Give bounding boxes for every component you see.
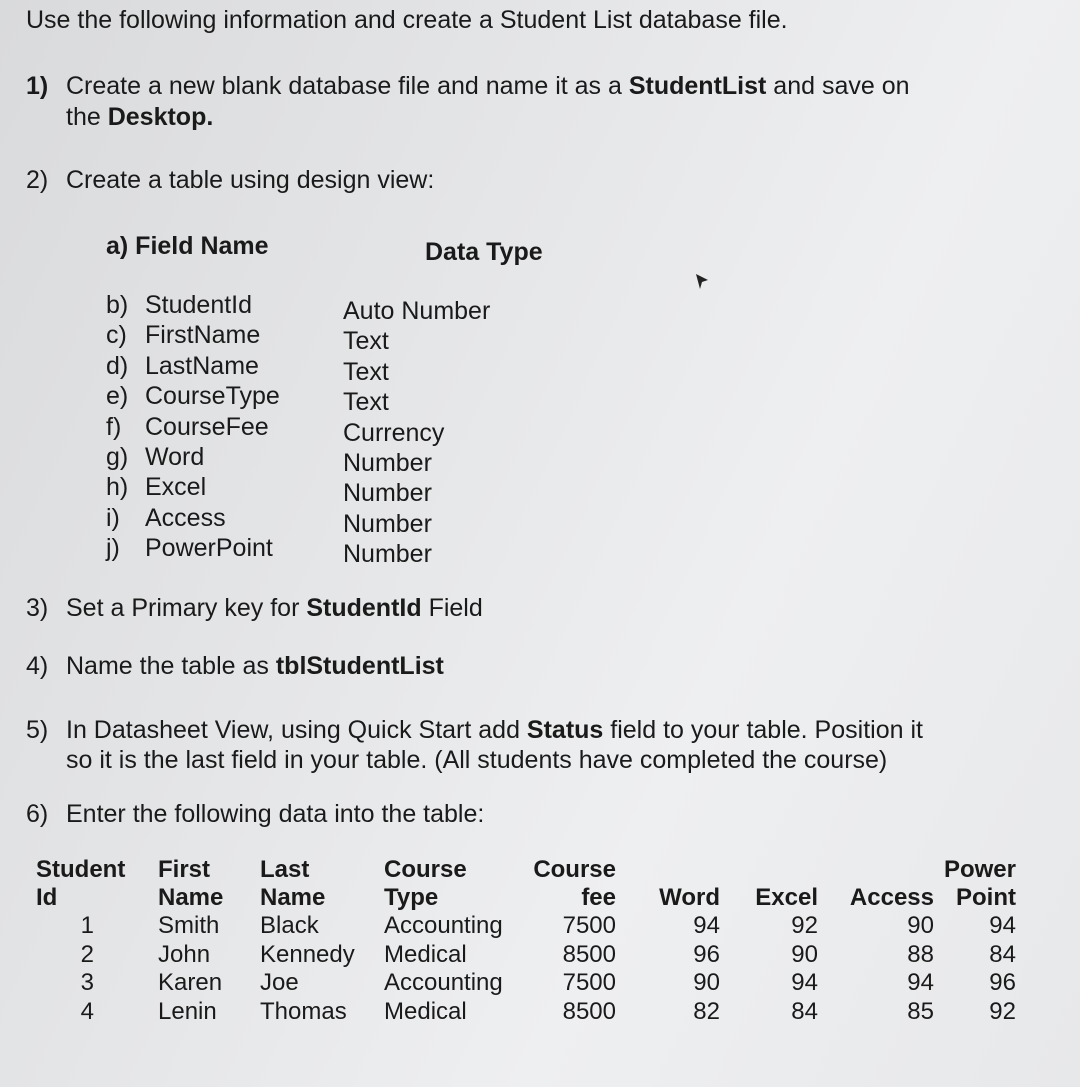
table-cell: 7500: [562, 912, 616, 939]
data-type-item: Text: [343, 357, 389, 386]
column-header: Word: [659, 884, 720, 911]
step-text: field to your table. Position it: [603, 716, 923, 744]
data-type-item: Number: [343, 509, 432, 538]
table-cell: Joe: [260, 969, 299, 996]
column-header: Course Type: [384, 856, 467, 911]
step-text: Enter the following data into the table:: [66, 800, 485, 828]
field-name-header: a) Field Name: [106, 232, 269, 260]
step-number: 2): [26, 166, 49, 194]
intro-text: Use the following information and create a Student List database file.: [26, 6, 788, 34]
table-cell: 96: [989, 969, 1016, 996]
step-2: [26, 166, 434, 195]
step-number: 1): [26, 72, 49, 100]
field-list: [106, 290, 280, 564]
table-cell: 96: [693, 940, 720, 968]
table-cell: 7500: [562, 969, 616, 996]
column-header: Course fee: [533, 856, 616, 911]
table-header-row: [36, 856, 1016, 912]
table-cell: Black: [260, 912, 319, 939]
student-data-table: [36, 856, 1016, 1026]
step-text: Create a table using design view:: [66, 166, 435, 194]
column-header: Access: [849, 884, 934, 911]
step-bold: Status: [526, 716, 604, 744]
data-type-item: Text: [343, 388, 389, 417]
step-5: [26, 716, 923, 745]
step-bold: Desktop.: [107, 103, 214, 131]
table-row: [36, 912, 1016, 941]
table-cell: Medical: [384, 940, 467, 968]
table-cell: Karen: [158, 969, 223, 996]
step-text: In Datasheet View, using Quick Start add: [66, 716, 527, 744]
table-row: [36, 941, 1016, 970]
table-cell: 94: [693, 912, 720, 939]
table-cell: Accounting: [384, 912, 503, 939]
table-cell: 88: [907, 940, 934, 968]
step-1: [26, 72, 910, 101]
field-item: j) PowerPoint: [106, 534, 273, 563]
table-row: [36, 998, 1016, 1027]
field-item: g) Word: [106, 443, 205, 472]
data-type-item: Text: [343, 327, 389, 356]
table-row: [36, 969, 1016, 998]
step-text: Set a Primary key for: [66, 594, 307, 622]
data-type-item: Auto Number: [343, 297, 491, 325]
step-number: 5): [26, 716, 49, 744]
field-item: h) Excel: [106, 473, 207, 502]
table-cell: John: [158, 940, 211, 968]
column-header: First Name: [158, 856, 224, 911]
table-cell: 8500: [562, 997, 616, 1025]
step-number: 4): [26, 652, 49, 680]
step-text: Name the table as: [66, 652, 276, 680]
data-type-list: [343, 296, 490, 570]
step-bold: tblStudentList: [275, 652, 444, 680]
step-text: the: [66, 103, 108, 131]
step-number: 3): [26, 594, 49, 622]
table-cell: 92: [791, 912, 818, 939]
step-text: Field: [421, 594, 483, 622]
data-type-item: Number: [343, 479, 432, 508]
step-bold: StudentList: [628, 72, 767, 100]
table-cell: Kennedy: [260, 940, 355, 968]
table-cell: 94: [791, 969, 818, 996]
data-type-item: Currency: [343, 418, 445, 447]
table-cell: 94: [989, 912, 1016, 939]
table-cell: 90: [791, 940, 818, 968]
step-3: [26, 594, 483, 623]
mouse-pointer-icon: [694, 272, 710, 292]
table-cell: Thomas: [260, 997, 347, 1025]
step-number: 6): [26, 800, 49, 828]
table-cell: 3: [80, 969, 94, 996]
field-item: f) CourseFee: [106, 412, 269, 441]
field-item: e) CourseType: [106, 382, 280, 411]
step-text: and save on: [766, 72, 910, 100]
table-cell: 84: [989, 940, 1016, 968]
table-cell: 1: [80, 912, 94, 939]
table-cell: 82: [693, 997, 720, 1025]
step-text: Create a new blank database file and name it as a: [66, 72, 629, 100]
table-cell: 85: [907, 997, 934, 1025]
column-header: Power Point: [943, 856, 1016, 911]
table-cell: 84: [791, 997, 818, 1025]
table-cell: Lenin: [158, 997, 217, 1025]
column-header: Student Id: [36, 856, 126, 911]
table-cell: 8500: [562, 940, 616, 968]
step-4: [26, 652, 444, 681]
table-cell: Smith: [158, 912, 220, 939]
step-6: [26, 800, 484, 829]
column-header: Last Name: [260, 856, 326, 911]
field-item: c) FirstName: [106, 321, 261, 350]
field-item: b) StudentId: [106, 291, 253, 319]
data-type-header: Data Type: [425, 238, 543, 266]
field-item: i) Access: [106, 503, 226, 532]
table-cell: Medical: [384, 997, 467, 1025]
table-cell: 90: [693, 969, 720, 996]
column-header: Excel: [755, 884, 818, 911]
table-cell: 4: [80, 997, 94, 1025]
table-cell: 92: [989, 997, 1016, 1025]
data-type-item: Number: [343, 540, 432, 569]
table-cell: Accounting: [384, 969, 503, 996]
table-cell: 94: [907, 969, 934, 996]
data-type-item: Number: [343, 449, 432, 478]
table-cell: 2: [80, 940, 94, 968]
step-5-line-2: so it is the last field in your table. (All students have completed the course): [66, 746, 888, 774]
table-cell: 90: [907, 912, 934, 939]
field-item: d) LastName: [106, 351, 259, 380]
step-1-line-2: [66, 103, 213, 132]
step-bold: StudentId: [306, 594, 422, 622]
